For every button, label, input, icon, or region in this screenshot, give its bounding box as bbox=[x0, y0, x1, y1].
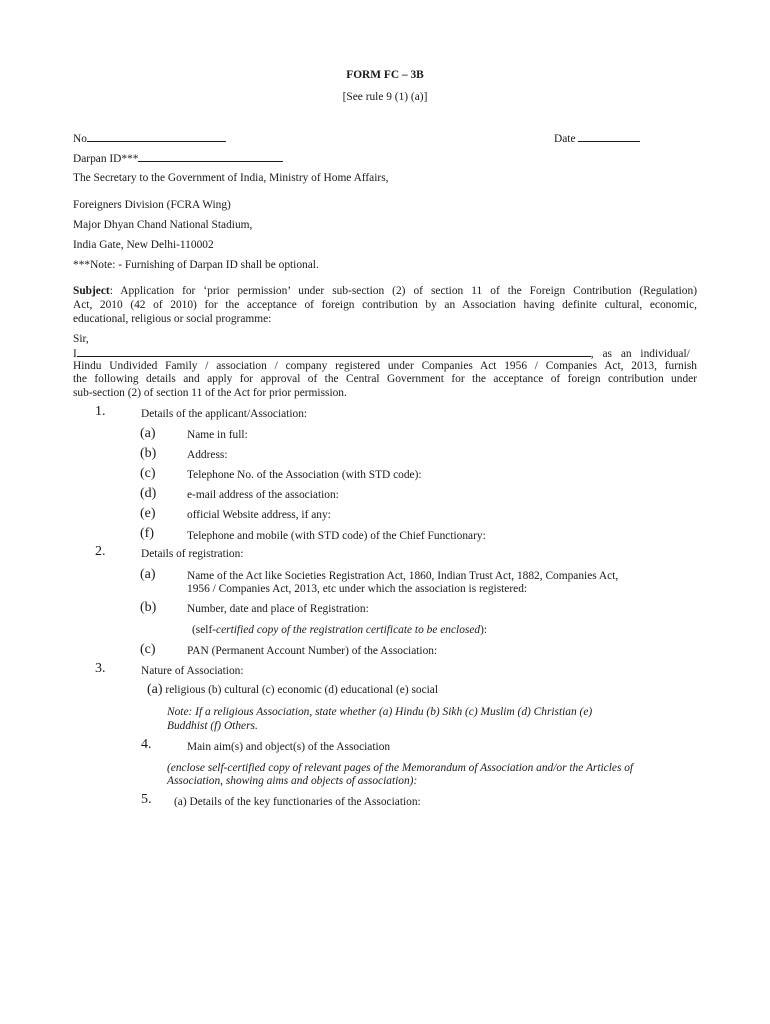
item-text: e-mail address of the association: bbox=[187, 489, 339, 501]
rule-reference: [See rule 9 (1) (a)] bbox=[342, 91, 428, 103]
no-field[interactable] bbox=[73, 131, 226, 146]
section-title: Details of registration: bbox=[141, 548, 244, 560]
date-label: Date bbox=[554, 133, 576, 145]
item-text: Number, date and place of Registration: bbox=[187, 603, 369, 615]
item-text: official Website address, if any: bbox=[187, 509, 331, 521]
item-text: Telephone No. of the Association (with STD code): bbox=[187, 469, 422, 481]
declarant-line[interactable] bbox=[73, 346, 697, 361]
darpan-label: Darpan ID*** bbox=[73, 153, 139, 165]
no-label: No bbox=[73, 133, 87, 145]
item-label: (a) bbox=[147, 682, 163, 697]
section-number: 1. bbox=[95, 404, 106, 419]
body-line: Hindu Undivided Family / association / company registered under Companies Act 1956 / Companies Act, 2013, furnish bbox=[73, 360, 697, 372]
subject-label: Subject bbox=[73, 285, 110, 297]
addressee: The Secretary to the Government of India, Ministry of Home Affairs, bbox=[73, 172, 389, 184]
note-italic: certified copy of the registration certificate to be enclosed bbox=[216, 624, 481, 636]
form-title: FORM FC – 3B bbox=[346, 69, 424, 81]
date-field[interactable] bbox=[554, 131, 640, 146]
section-number: 2. bbox=[95, 544, 106, 559]
item-label: (d) bbox=[140, 486, 157, 501]
item-text: religious (b) cultural (c) economic (d) educational (e) social bbox=[165, 684, 439, 696]
item-text: Name in full: bbox=[187, 429, 248, 441]
body-line: the following details and apply for approval of the Central Government for the acceptance of foreign contribution under bbox=[73, 373, 697, 385]
address-line: India Gate, New Delhi-110002 bbox=[73, 239, 214, 251]
aims-note: Association, showing aims and objects of association): bbox=[167, 775, 418, 787]
subject-line bbox=[73, 285, 697, 298]
darpan-field[interactable] bbox=[73, 151, 283, 166]
item-text: Address: bbox=[187, 449, 228, 461]
section-number: 3. bbox=[95, 661, 106, 676]
aims-note: (enclose self-certified copy of relevant pages of the Memorandum of Association and/or the Articles of bbox=[167, 762, 634, 774]
nature-options bbox=[147, 683, 438, 697]
salutation: Sir, bbox=[73, 333, 89, 345]
declarant-name-blank[interactable] bbox=[77, 346, 591, 357]
registration-note bbox=[192, 624, 487, 637]
section-number: 4. bbox=[141, 737, 152, 752]
note-prefix: (self- bbox=[192, 624, 217, 636]
religious-note: Buddhist (f) Others. bbox=[167, 720, 258, 732]
item-label: (a) bbox=[140, 567, 156, 582]
section-title: Nature of Association: bbox=[141, 665, 244, 677]
item-label: (f) bbox=[140, 526, 154, 541]
darpan-blank[interactable] bbox=[138, 151, 283, 162]
body-line: sub-section (2) of section 11 of the Act for prior permission. bbox=[73, 387, 347, 399]
no-blank[interactable] bbox=[87, 131, 226, 142]
subject-line: educational, religious or social programme: bbox=[73, 313, 272, 325]
section-title: Details of the applicant/Association: bbox=[141, 408, 308, 420]
darpan-note: ***Note: - Furnishing of Darpan ID shall be optional. bbox=[73, 259, 319, 271]
item-label: (b) bbox=[140, 600, 157, 615]
religious-note: Note: If a religious Association, state whether (a) Hindu (b) Sikh (c) Muslim (d) Christian (e) bbox=[167, 706, 593, 718]
address-line: Major Dhyan Chand National Stadium, bbox=[73, 219, 253, 231]
address-line: Foreigners Division (FCRA Wing) bbox=[73, 199, 231, 211]
item-text: PAN (Permanent Account Number) of the Association: bbox=[187, 645, 438, 657]
item-text: Name of the Act like Societies Registration Act, 1860, Indian Trust Act, 1882, Companies Act, bbox=[187, 570, 619, 582]
subject-text: : Application for ‘prior permission’ under sub-section (2) of section 11 of the Foreign Contribution (Regulation) bbox=[109, 285, 697, 297]
item-label: (e) bbox=[140, 506, 156, 521]
section-title: Main aim(s) and object(s) of the Association bbox=[187, 741, 391, 753]
item-text: 1956 / Companies Act, 2013, etc under which the association is registered: bbox=[187, 583, 528, 595]
note-suffix: ): bbox=[480, 624, 488, 636]
section-title: (a) Details of the key functionaries of the Association: bbox=[174, 796, 421, 808]
subject-line: Act, 2010 (42 of 2010) for the acceptance of foreign contribution by an Association having definite cultural, economic, bbox=[73, 299, 697, 311]
item-text: Telephone and mobile (with STD code) of the Chief Functionary: bbox=[187, 530, 486, 542]
date-blank[interactable] bbox=[578, 131, 640, 142]
section-number: 5. bbox=[141, 792, 152, 807]
item-label: (b) bbox=[140, 446, 157, 461]
item-label: (c) bbox=[140, 642, 156, 657]
item-label: (c) bbox=[140, 466, 156, 481]
i-suffix: , as an individual/ bbox=[590, 348, 690, 360]
i-label: I bbox=[73, 348, 77, 360]
item-label: (a) bbox=[140, 426, 156, 441]
